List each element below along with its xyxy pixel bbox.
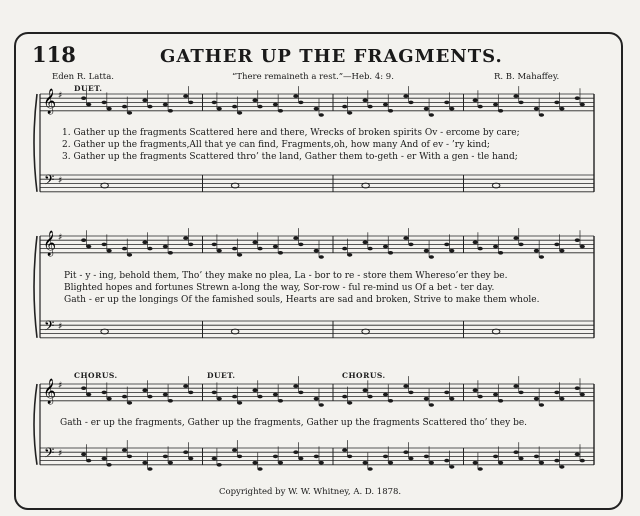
note-head bbox=[319, 255, 324, 259]
brace bbox=[34, 384, 37, 465]
note-head bbox=[217, 397, 222, 401]
note-head bbox=[554, 391, 559, 395]
note-head bbox=[342, 105, 347, 109]
brace bbox=[34, 236, 37, 338]
note-head bbox=[237, 455, 242, 459]
note-head bbox=[388, 109, 393, 113]
note-head bbox=[107, 397, 112, 401]
note-head bbox=[293, 236, 298, 240]
note-head bbox=[273, 455, 278, 459]
note-head bbox=[127, 111, 132, 115]
note-head bbox=[493, 393, 498, 397]
note-head bbox=[383, 393, 388, 397]
note-head bbox=[293, 450, 298, 454]
lyric-line: 1. Gather up the fragments Scattered here and there, Wrecks of broken spirits Ov - ercome by care; bbox=[62, 128, 520, 138]
note-head bbox=[403, 94, 408, 98]
note-head bbox=[147, 105, 152, 109]
note-head bbox=[217, 249, 222, 253]
note-head bbox=[232, 395, 237, 399]
note-head bbox=[449, 249, 454, 253]
note-head bbox=[575, 238, 580, 242]
note-head bbox=[403, 450, 408, 454]
note-head bbox=[362, 183, 370, 188]
sharp-icon: ♯ bbox=[58, 381, 63, 391]
bass-clef-icon: 𝄢 bbox=[44, 318, 55, 337]
note-head bbox=[347, 111, 352, 115]
bass-clef-icon: 𝄢 bbox=[44, 172, 55, 191]
note-head bbox=[168, 251, 173, 255]
epigraph: “There remaineth a rest.”—Heb. 4: 9. bbox=[232, 72, 394, 82]
note-head bbox=[183, 236, 188, 240]
chorus-label: CHORUS. bbox=[342, 371, 386, 380]
note-head bbox=[278, 251, 283, 255]
note-head bbox=[408, 101, 413, 105]
note-head bbox=[342, 247, 347, 251]
sharp-icon: ♯ bbox=[58, 176, 63, 186]
note-head bbox=[580, 245, 585, 249]
note-head bbox=[580, 393, 585, 397]
note-head bbox=[122, 247, 127, 251]
note-head bbox=[278, 399, 283, 403]
note-head bbox=[575, 386, 580, 390]
note-head bbox=[81, 386, 86, 390]
note-head bbox=[237, 401, 242, 405]
note-head bbox=[142, 461, 147, 465]
note-head bbox=[429, 461, 434, 465]
note-head bbox=[363, 241, 368, 245]
page-number: 118 bbox=[32, 42, 76, 67]
note-head bbox=[168, 461, 173, 465]
note-head bbox=[478, 247, 483, 251]
composer-credit: R. B. Mahaffey. bbox=[494, 72, 560, 82]
note-head bbox=[534, 455, 539, 459]
note-head bbox=[122, 448, 127, 452]
note-head bbox=[449, 465, 454, 469]
note-head bbox=[363, 389, 368, 393]
note-head bbox=[102, 243, 107, 247]
chorus-label: CHORUS. bbox=[74, 371, 118, 380]
note-head bbox=[86, 459, 91, 463]
note-head bbox=[81, 96, 86, 100]
note-head bbox=[107, 249, 112, 253]
note-head bbox=[362, 329, 370, 334]
note-head bbox=[518, 457, 523, 461]
note-head bbox=[539, 403, 544, 407]
note-head bbox=[293, 94, 298, 98]
note-head bbox=[534, 249, 539, 253]
note-head bbox=[319, 403, 324, 407]
note-head bbox=[81, 453, 86, 457]
note-head bbox=[314, 107, 319, 111]
note-head bbox=[513, 450, 518, 454]
note-head bbox=[473, 461, 478, 465]
note-head bbox=[183, 94, 188, 98]
note-head bbox=[101, 183, 109, 188]
note-head bbox=[188, 101, 193, 105]
lyric-line: Blighted hopes and fortunes Strewn a-long the way, Sor-row - ful re-mind us Of a bet - ter day. bbox=[64, 283, 495, 293]
note-head bbox=[212, 391, 217, 395]
note-head bbox=[383, 103, 388, 107]
note-head bbox=[183, 384, 188, 388]
note-head bbox=[252, 241, 257, 245]
sharp-icon: ♯ bbox=[58, 322, 63, 332]
note-head bbox=[342, 448, 347, 452]
lyricist-credit: Eden R. Latta. bbox=[52, 72, 114, 82]
note-head bbox=[127, 401, 132, 405]
note-head bbox=[493, 245, 498, 249]
note-head bbox=[314, 455, 319, 459]
note-head bbox=[368, 467, 373, 471]
note-head bbox=[383, 245, 388, 249]
note-head bbox=[513, 94, 518, 98]
note-head bbox=[492, 183, 500, 188]
note-head bbox=[498, 399, 503, 403]
note-head bbox=[493, 455, 498, 459]
note-head bbox=[86, 393, 91, 397]
note-head bbox=[473, 99, 478, 103]
note-head bbox=[492, 329, 500, 334]
note-head bbox=[86, 103, 91, 107]
note-head bbox=[314, 397, 319, 401]
note-head bbox=[168, 109, 173, 113]
note-head bbox=[559, 249, 564, 253]
note-head bbox=[183, 450, 188, 454]
note-head bbox=[347, 253, 352, 257]
note-head bbox=[383, 455, 388, 459]
note-head bbox=[408, 457, 413, 461]
note-head bbox=[122, 395, 127, 399]
note-head bbox=[163, 103, 168, 107]
note-head bbox=[347, 401, 352, 405]
note-head bbox=[278, 109, 283, 113]
note-head bbox=[298, 457, 303, 461]
lyric-line: 2. Gather up the fragments,All that ye can find, Fragments,oh, how many And of ev - ’ry kind; bbox=[62, 140, 490, 150]
note-head bbox=[403, 236, 408, 240]
note-head bbox=[107, 463, 112, 467]
note-head bbox=[498, 461, 503, 465]
copyright-notice: Copyrighted by W. W. Whitney, A. D. 1878. bbox=[219, 487, 402, 497]
note-head bbox=[212, 101, 217, 105]
note-head bbox=[298, 101, 303, 105]
note-head bbox=[498, 109, 503, 113]
note-head bbox=[444, 243, 449, 247]
note-head bbox=[163, 455, 168, 459]
note-head bbox=[429, 113, 434, 117]
note-head bbox=[559, 465, 564, 469]
note-head bbox=[429, 255, 434, 259]
note-head bbox=[217, 463, 222, 467]
brace bbox=[34, 94, 37, 192]
note-head bbox=[408, 243, 413, 247]
note-head bbox=[278, 461, 283, 465]
note-head bbox=[142, 99, 147, 103]
note-head bbox=[237, 253, 242, 257]
note-head bbox=[231, 183, 239, 188]
note-head bbox=[554, 459, 559, 463]
sharp-icon: ♯ bbox=[58, 449, 63, 459]
note-head bbox=[580, 103, 585, 107]
note-head bbox=[273, 103, 278, 107]
note-head bbox=[168, 399, 173, 403]
bass-clef-icon: 𝄢 bbox=[44, 445, 55, 464]
note-head bbox=[575, 96, 580, 100]
note-head bbox=[319, 113, 324, 117]
note-head bbox=[86, 245, 91, 249]
note-head bbox=[478, 395, 483, 399]
note-head bbox=[429, 403, 434, 407]
note-head bbox=[231, 329, 239, 334]
note-head bbox=[273, 393, 278, 397]
note-head bbox=[147, 247, 152, 251]
note-head bbox=[81, 238, 86, 242]
treble-clef-icon: 𝄞 bbox=[43, 89, 57, 114]
note-head bbox=[188, 391, 193, 395]
note-head bbox=[575, 453, 580, 457]
note-head bbox=[559, 397, 564, 401]
note-head bbox=[252, 461, 257, 465]
note-head bbox=[188, 243, 193, 247]
note-head bbox=[257, 395, 262, 399]
note-head bbox=[449, 107, 454, 111]
note-head bbox=[298, 243, 303, 247]
note-head bbox=[368, 247, 373, 251]
note-head bbox=[478, 105, 483, 109]
note-head bbox=[444, 391, 449, 395]
treble-clef-icon: 𝄞 bbox=[43, 231, 57, 256]
note-head bbox=[212, 457, 217, 461]
note-head bbox=[163, 245, 168, 249]
note-head bbox=[403, 384, 408, 388]
duet-label: DUET. bbox=[74, 84, 103, 93]
note-head bbox=[232, 247, 237, 251]
sharp-icon: ♯ bbox=[58, 233, 63, 243]
note-head bbox=[319, 461, 324, 465]
note-head bbox=[142, 389, 147, 393]
note-head bbox=[518, 101, 523, 105]
treble-clef-icon: 𝄞 bbox=[43, 379, 57, 404]
note-head bbox=[347, 455, 352, 459]
note-head bbox=[424, 397, 429, 401]
note-head bbox=[342, 395, 347, 399]
note-head bbox=[273, 245, 278, 249]
note-head bbox=[478, 467, 483, 471]
note-head bbox=[127, 455, 132, 459]
note-head bbox=[252, 389, 257, 393]
note-head bbox=[122, 105, 127, 109]
note-head bbox=[217, 107, 222, 111]
note-head bbox=[388, 251, 393, 255]
note-head bbox=[493, 103, 498, 107]
note-head bbox=[518, 391, 523, 395]
note-head bbox=[102, 101, 107, 105]
note-head bbox=[293, 384, 298, 388]
note-head bbox=[518, 243, 523, 247]
note-head bbox=[534, 107, 539, 111]
note-head bbox=[539, 255, 544, 259]
note-head bbox=[257, 467, 262, 471]
note-head bbox=[368, 395, 373, 399]
note-head bbox=[212, 243, 217, 247]
note-head bbox=[101, 329, 109, 334]
sharp-icon: ♯ bbox=[58, 91, 63, 101]
note-head bbox=[363, 461, 368, 465]
note-head bbox=[424, 249, 429, 253]
note-head bbox=[102, 391, 107, 395]
note-head bbox=[102, 457, 107, 461]
note-head bbox=[559, 107, 564, 111]
hymn-title: GATHER UP THE FRAGMENTS. bbox=[160, 46, 503, 67]
note-head bbox=[368, 105, 373, 109]
note-head bbox=[534, 397, 539, 401]
note-head bbox=[473, 241, 478, 245]
note-head bbox=[252, 99, 257, 103]
note-head bbox=[188, 457, 193, 461]
note-head bbox=[298, 391, 303, 395]
note-head bbox=[388, 399, 393, 403]
note-head bbox=[539, 113, 544, 117]
lyric-line: 3. Gather up the fragments Scattered thro’ the land, Gather them to-geth - er With a gen - tle hand; bbox=[62, 152, 518, 162]
note-head bbox=[449, 397, 454, 401]
note-head bbox=[408, 391, 413, 395]
note-head bbox=[513, 384, 518, 388]
note-head bbox=[257, 105, 262, 109]
note-head bbox=[363, 99, 368, 103]
note-head bbox=[554, 101, 559, 105]
note-head bbox=[232, 105, 237, 109]
note-head bbox=[513, 236, 518, 240]
duet-label: DUET. bbox=[207, 371, 236, 380]
note-head bbox=[107, 107, 112, 111]
note-head bbox=[163, 393, 168, 397]
note-head bbox=[147, 467, 152, 471]
lyric-line: Gath - er up the fragments, Gather up the fragments, Gather up the fragments Scattered tho’ they be. bbox=[60, 418, 528, 428]
note-head bbox=[424, 107, 429, 111]
note-head bbox=[554, 243, 559, 247]
note-head bbox=[237, 111, 242, 115]
note-head bbox=[539, 461, 544, 465]
note-head bbox=[498, 251, 503, 255]
note-head bbox=[388, 461, 393, 465]
note-head bbox=[142, 241, 147, 245]
note-head bbox=[127, 253, 132, 257]
lyric-line: Pit - y - ing, behold them, Tho’ they make no plea, La - bor to re - store them Whereso’er they be. bbox=[64, 271, 508, 281]
note-head bbox=[424, 455, 429, 459]
note-head bbox=[314, 249, 319, 253]
note-head bbox=[444, 459, 449, 463]
lyric-line: Gath - er up the longings Of the famished souls, Hearts are sad and broken, Strive to make them whole. bbox=[64, 295, 540, 305]
note-head bbox=[232, 448, 237, 452]
note-head bbox=[444, 101, 449, 105]
note-head bbox=[257, 247, 262, 251]
note-head bbox=[147, 395, 152, 399]
note-head bbox=[473, 389, 478, 393]
note-head bbox=[580, 459, 585, 463]
